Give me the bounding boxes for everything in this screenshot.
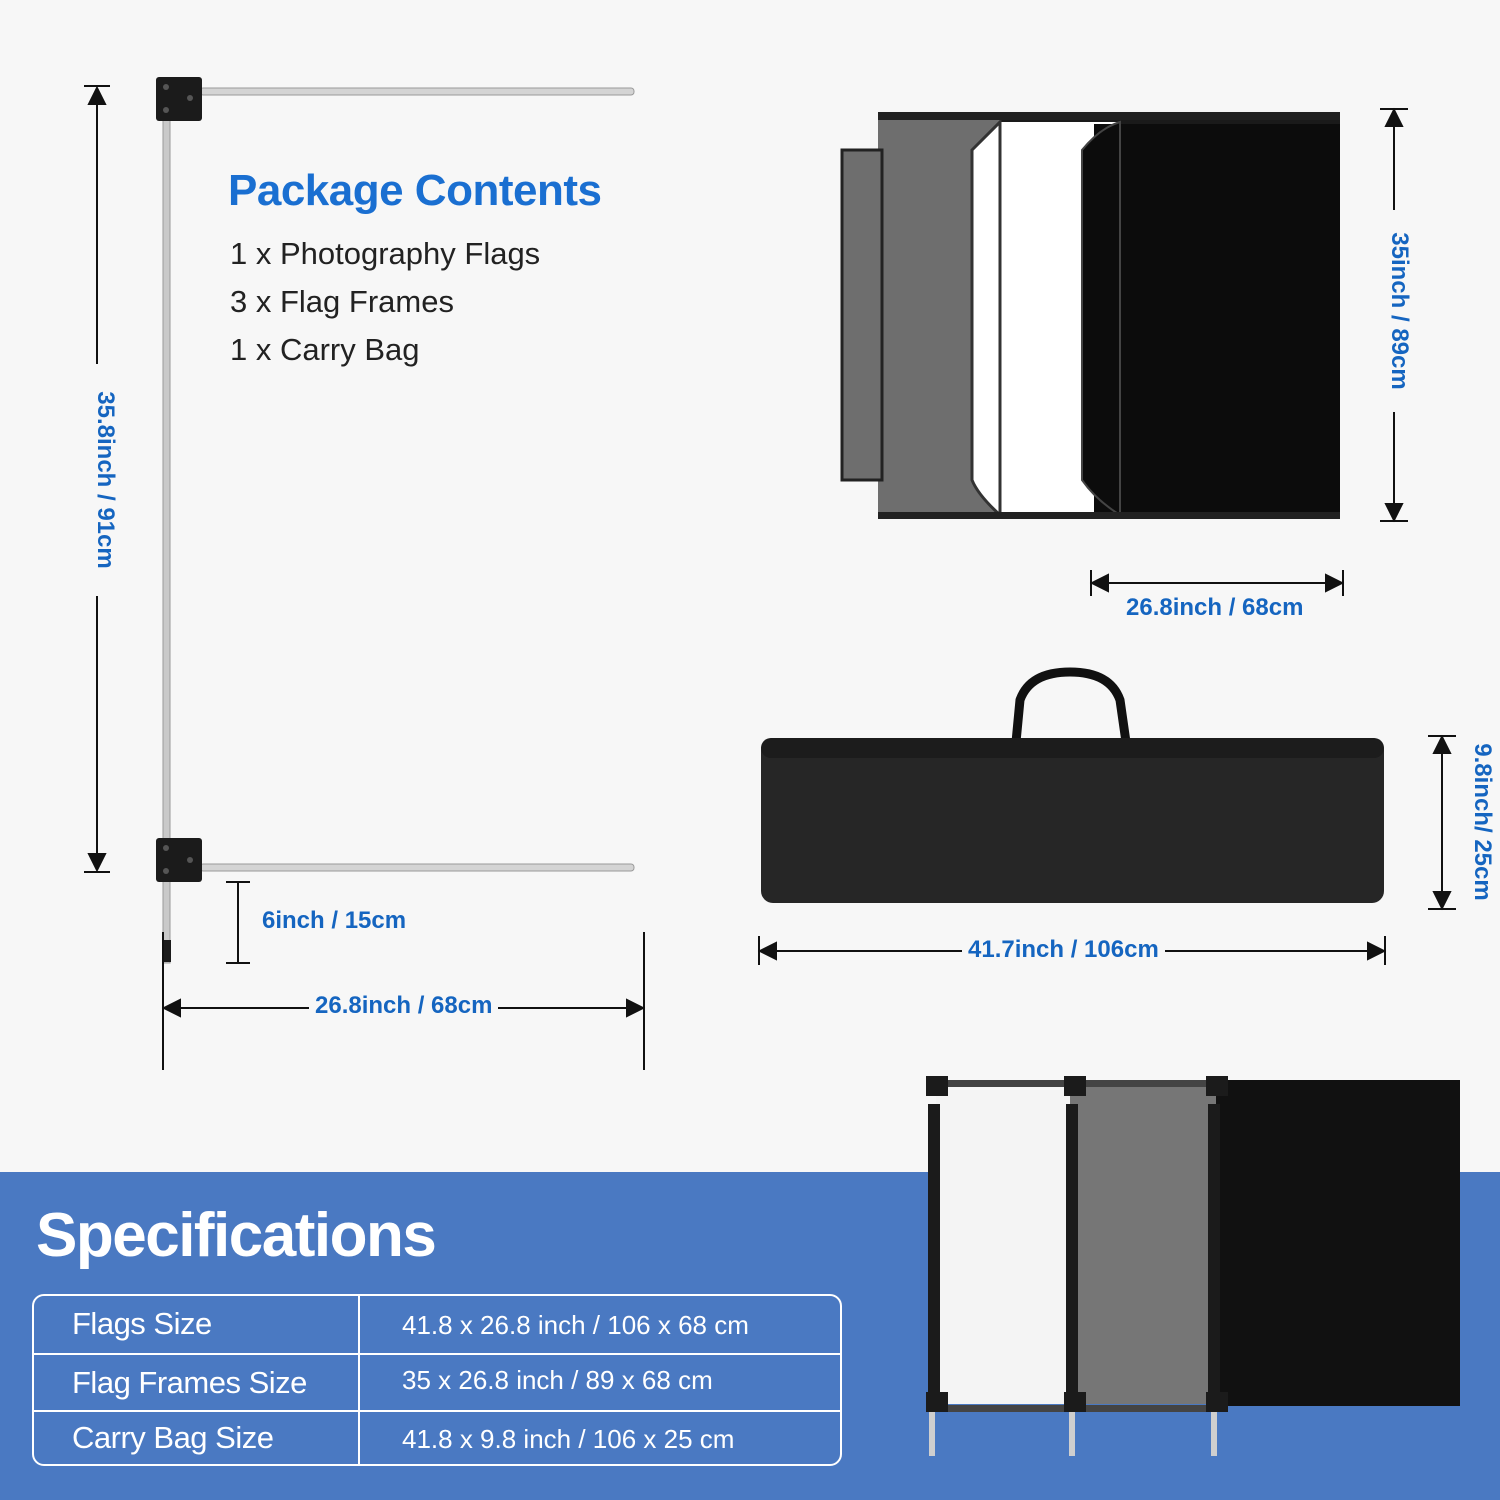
bag-height-label: 9.8inch/ 25cm <box>1469 743 1496 901</box>
package-contents-title: Package Contents <box>228 166 602 215</box>
spec-value: 35 x 26.8 inch / 89 x 68 cm <box>402 1365 713 1395</box>
frame-height-label: 35.8inch / 91cm <box>91 364 119 596</box>
package-item: 3 x Flag Frames <box>230 284 454 319</box>
spec-label: Flag Frames Size <box>72 1365 307 1400</box>
spec-value: 41.8 x 26.8 inch / 106 x 68 cm <box>402 1310 749 1340</box>
flag-height-label: 35inch / 89cm <box>1385 210 1413 412</box>
table-row <box>34 1353 840 1410</box>
spec-label: Flags Size <box>72 1306 212 1341</box>
bag-width-label: 41.7inch / 106cm <box>962 936 1165 964</box>
spec-label: Carry Bag Size <box>72 1420 274 1455</box>
frame-leg-label: 6inch / 15cm <box>262 907 407 934</box>
flag-width-dimension-line <box>1091 570 1343 596</box>
table-row <box>34 1296 840 1353</box>
package-item: 1 x Photography Flags <box>230 236 541 271</box>
assembled-flags-illustration <box>926 1076 1460 1456</box>
flag-width-label: 26.8inch / 68cm <box>1126 594 1304 621</box>
frame-leg-dimension-line <box>226 882 250 963</box>
carry-bag-illustration <box>761 672 1384 903</box>
specifications-table <box>32 1294 842 1466</box>
frame-width-label: 26.8inch / 68cm <box>309 992 498 1020</box>
bag-height-dimension-line <box>1428 736 1456 909</box>
flags-illustration <box>842 112 1340 519</box>
package-item: 1 x Carry Bag <box>230 332 420 367</box>
spec-value: 41.8 x 9.8 inch / 106 x 25 cm <box>402 1424 735 1454</box>
table-row <box>34 1410 840 1467</box>
specifications-title: Specifications <box>36 1201 436 1270</box>
